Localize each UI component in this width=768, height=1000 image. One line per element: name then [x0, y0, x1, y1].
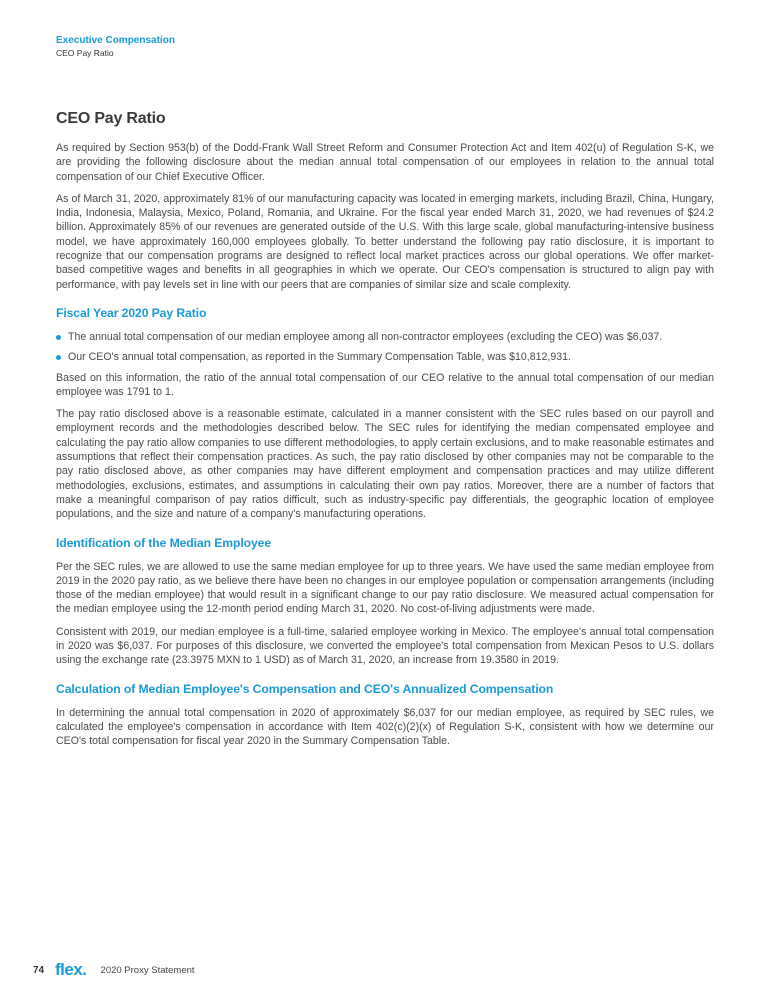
- bullet-item: [56, 350, 714, 364]
- median-id-paragraph: Consistent with 2019, our median employee is a full-time, salaried employee working in Mexico. The employee's annual total compensation in 2020 was $6,037. For purposes of this disclosure, we converted the employee's total compensation from Mexican Pesos to U.S. dollars using the exchange rate (23.3975 MXN to 1 USD) as of March 31, 2020, an increase from 19.3580 in 2019.: [56, 625, 714, 667]
- document-title: 2020 Proxy Statement: [100, 964, 195, 976]
- intro-paragraph: As required by Section 953(b) of the Dodd-Frank Wall Street Reform and Consumer Protection Act and Item 402(u) of Regulation S-K, we are providing the following disclosure about the median annual total compensation of our employees in relation to the annual total compensation of our Chief Executive Officer.: [56, 142, 714, 183]
- fy2020-bullet-list: [56, 330, 714, 365]
- fy2020-paragraph: Based on this information, the ratio of the annual total compensation of our CEO relative to the annual total compensation of our median employee was 1791 to 1.: [56, 371, 714, 398]
- median-id-paragraph: Per the SEC rules, we are allowed to use the same median employee for up to three years. We have used the same median employee from 2019 in the 2020 pay ratio, as we believe there have been no changes in our employee population or compensation arrangements (including those of the median employee) that would result in a significant change to our pay ratio disclosure. We measured actual compensation for the median employee using the 12-month period ending March 31, 2020. No cost-of-living adjustments were made.: [56, 560, 714, 616]
- running-head: [56, 34, 175, 59]
- bullet-dot-icon: [56, 335, 61, 340]
- fy2020-paragraph: The pay ratio disclosed above is a reasonable estimate, calculated in a manner consistent with the SEC rules based on our payroll and employment records and the methodologies described below. The SEC rules for identifying the median compensated employee and calculating the pay ratio allow companies to use different methodologies, to apply certain exclusions, and to make reasonable estimates and assumptions that reflect their compensation practices. As such, the pay ratio disclosed by other companies may not be comparable to the pay ratio disclosed above, as other companies may have different employment and compensation practices and may utilize different methodologies, exclusions, estimates, and assumptions in calculating their own pay ratios. Moreover, there are a number of factors that make a meaningful comparison of pay ratios difficult, such as industry-specific pay differentials, the geographic location of employee populations, and the size and nature of a company's manufacturing operations.: [56, 408, 714, 521]
- page-footer: [33, 962, 195, 978]
- calculation-paragraph: In determining the annual total compensation in 2020 of approximately $6,037 for our median employee, as required by SEC rules, we calculated the employee's compensation in accordance with Item 402(c)(2)(x) of Regulation S-K, consistent with how we determine our CEO's total compensation for fiscal year 2020 in the Summary Compensation Table.: [56, 706, 714, 748]
- page-content: [56, 110, 714, 757]
- running-head-subsection: CEO Pay Ratio: [56, 48, 114, 58]
- section-heading-calculation: Calculation of Median Employee's Compensation and CEO's Annualized Compensation: [56, 681, 554, 696]
- running-head-section: Executive Compensation: [56, 35, 175, 46]
- section-heading-median-identification: Identification of the Median Employee: [56, 535, 272, 550]
- bullet-text: Our CEO's annual total compensation, as reported in the Summary Compensation Table, was $10,812,931.: [68, 351, 571, 364]
- flex-logo: flex.: [55, 960, 87, 979]
- page-number: 74: [33, 964, 45, 976]
- intro-paragraph: As of March 31, 2020, approximately 81% of our manufacturing capacity was located in emerging markets, including Brazil, China, Hungary, India, Indonesia, Malaysia, Mexico, Poland, Romania, and Ukraine. For the fiscal year ended March 31, 2020, we had revenues of $24.2 billion. Approximately 85% of our revenues are generated outside of the U.S. With this large scale, global manufacturing-intensive business model, we have approximately 160,000 employees globally. To better understand the following pay ratio disclosure, it is important to recognize that our compensation programs are designed to reflect local market practices across our global operations. We offer market-based competitive wages and benefits in all geographies in which we operate. Our CEO's compensation is structured to align pay with performance, with pay levels set in line with our peers that are companies of similar size and scale complexity.: [56, 192, 714, 291]
- section-heading-fy2020: Fiscal Year 2020 Pay Ratio: [56, 305, 207, 320]
- bullet-dot-icon: [56, 355, 61, 360]
- bullet-item: [56, 330, 714, 344]
- bullet-text: The annual total compensation of our median employee among all non-contractor employees (excluding the CEO) was $6,037.: [68, 330, 663, 343]
- page-title: CEO Pay Ratio: [56, 110, 166, 127]
